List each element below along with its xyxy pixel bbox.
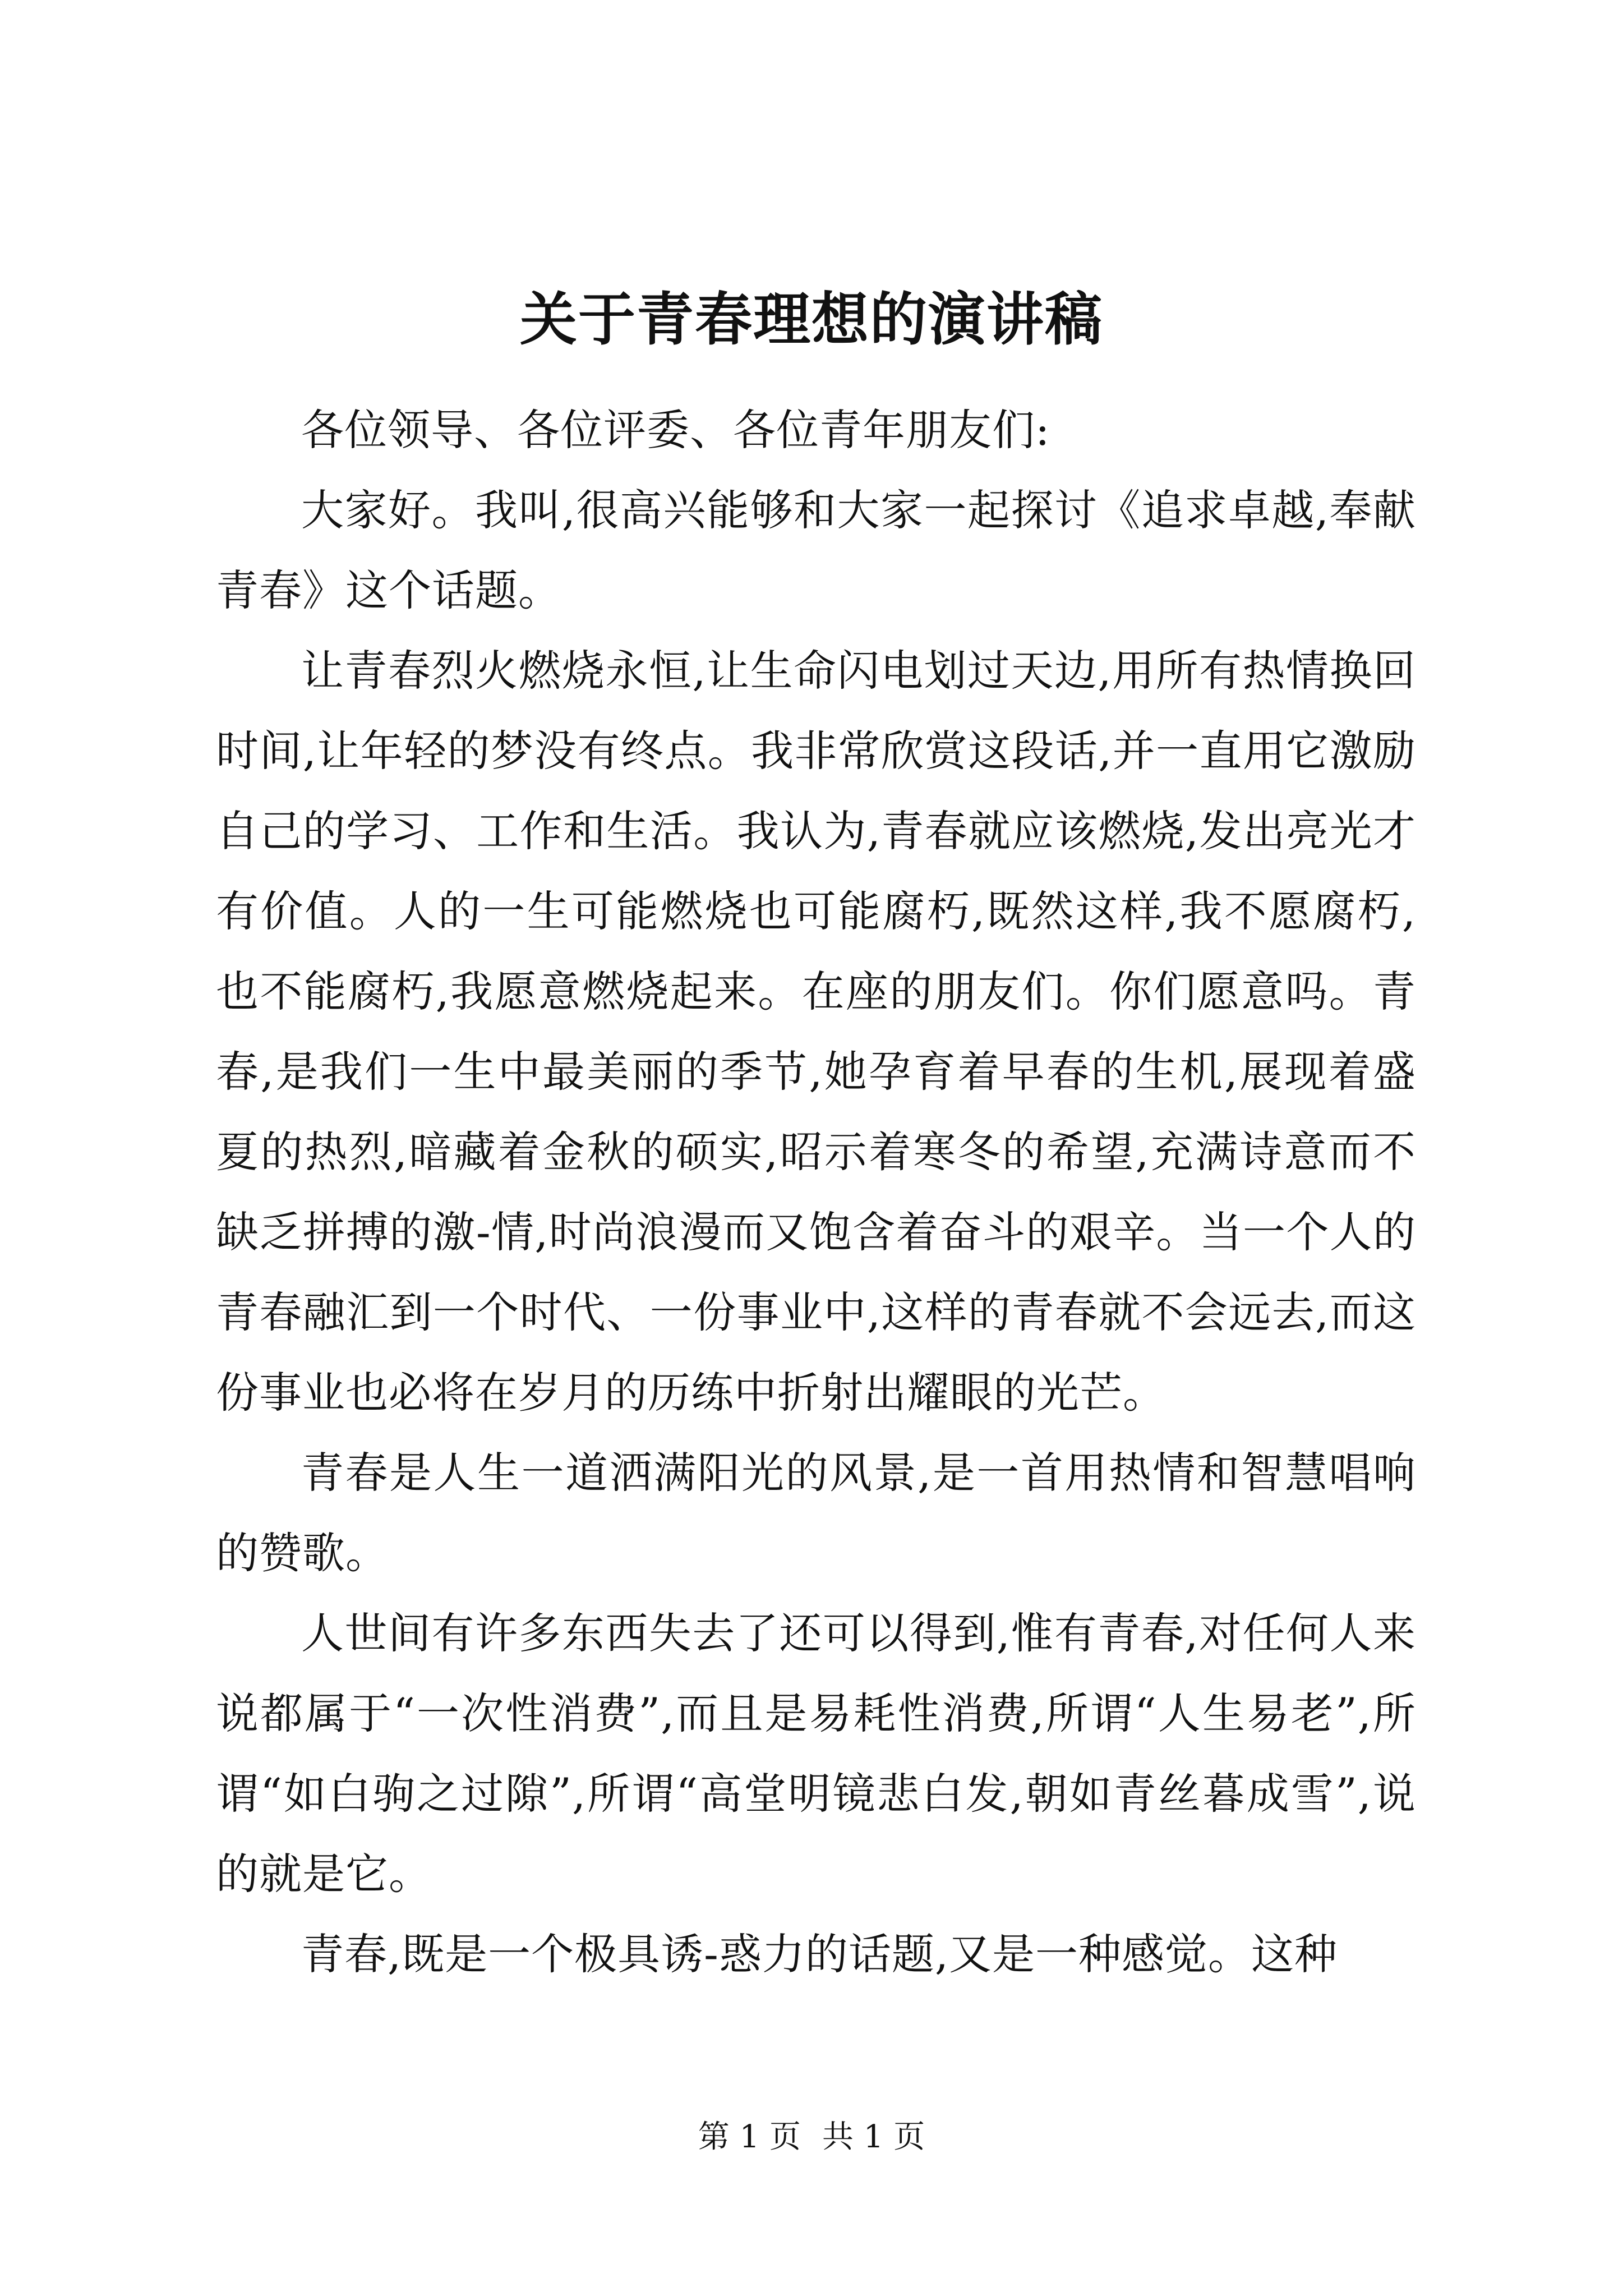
page-footer xyxy=(0,2118,1623,2157)
document-title: 关于青春理想的演讲稿 xyxy=(520,286,1103,353)
paragraph-salutation: 各位领导、各位评委、各位青年朋友们: xyxy=(301,405,1050,455)
paragraph-main: 让青春烈火燃烧永恒,让生命闪电划过天边,用所有热情换回时间,让年轻的梦没有终点。我非常欣赏这段话,并一直用它激励自己的学习、工作和生活。我认为,青春就应该燃烧,发出亮光才有价值。人的一生可能燃烧也可能腐朽,既然这样,我不愿腐朽,也不能腐朽,我愿意燃烧起来。在座的朋友们。你们愿意吗。青春,是我们一生中最美丽的季节,她孕育着早春的生机,展现着盛夏的热烈,暗藏着金秋的硕实,昭示着寒冬的希望,充满诗意而不缺乏拼搏的激-情,时尚浪漫而又饱含着奋斗的艰辛。当一个人的青春融汇到一个时代、一份事业中,这样的青春就不会远去,而这份事业也必将在岁月的历练中折射出耀眼的光芒。 xyxy=(216,646,1416,1418)
page-number: 第 1 页 xyxy=(698,2119,801,2155)
page-total: 共 1 页 xyxy=(822,2119,925,2155)
paragraph-one-time: 人世间有许多东西失去了还可以得到,惟有青春,对任何人来说都属于“一次性消费”,而且是易耗性消费,所谓“人生易老”,所谓“如白驹之过隙”,所谓“高堂明镜悲白发,朝如青丝暮成雪”,说的就是它。 xyxy=(216,1608,1416,1899)
paragraph-greeting: 大家好。我叫,很高兴能够和大家一起探讨《追求卓越,奉献青春》这个话题。 xyxy=(216,485,1416,615)
paragraph-scenery: 青春是人生一道洒满阳光的风景,是一首用热情和智慧唱响的赞歌。 xyxy=(216,1448,1416,1578)
document-body xyxy=(216,390,1416,1994)
paragraph-topic: 青春,既是一个极具诱-惑力的话题,又是一种感觉。这种 xyxy=(301,1929,1338,1979)
